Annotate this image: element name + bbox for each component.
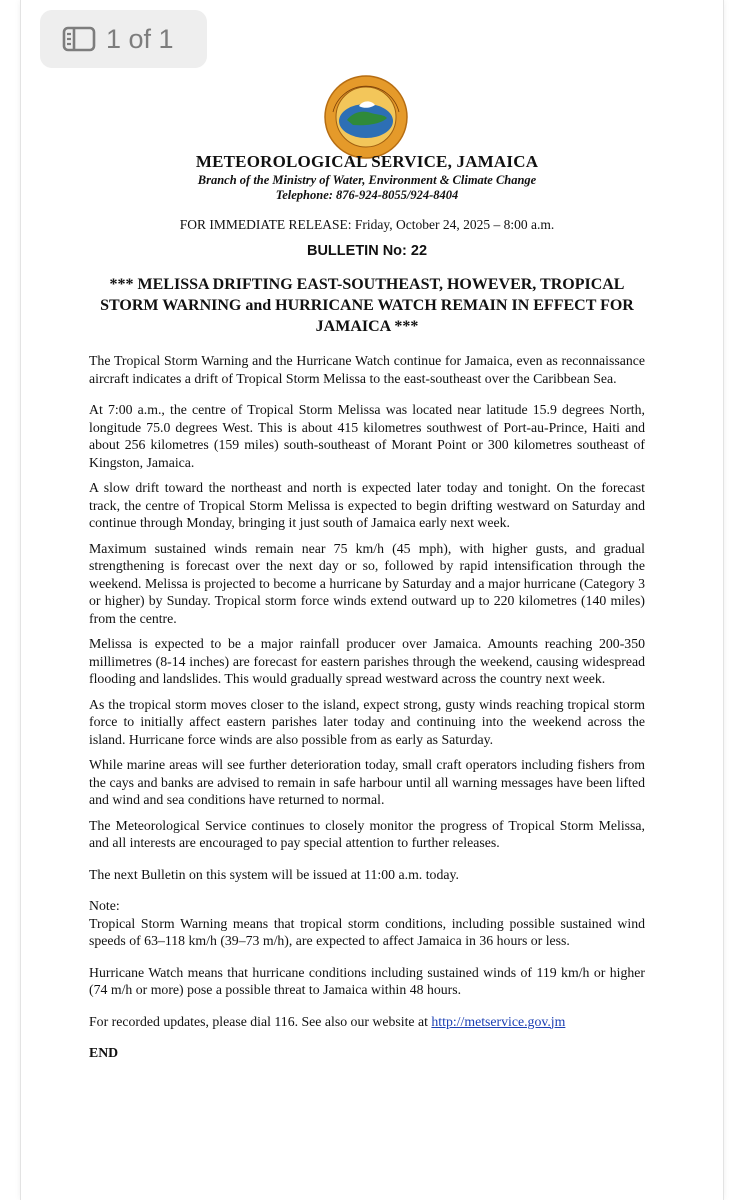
website-link[interactable]: http://metservice.gov.jm bbox=[431, 1013, 566, 1029]
paragraph: The Tropical Storm Warning and the Hurricane Watch continue for Jamaica, even as reconnaissance aircraft indicates a drift of Tropical Storm Melissa to the east-southeast over the Caribbean Sea. bbox=[89, 353, 645, 386]
note-label: Note: bbox=[89, 898, 120, 913]
met-service-logo bbox=[323, 74, 409, 160]
paragraph: At 7:00 a.m., the centre of Tropical Storm Melissa was located near latitude 15.9 degrees North, longitude 75.0 degrees West. This is about 415 kilometres southwest of Port-au-Prince, Haiti and about 256 kilometres (159 miles) south-southeast of Morant Point or 300 kilometres southeast of Kingston, Jamaica. bbox=[89, 402, 645, 470]
end-marker: END bbox=[89, 1045, 119, 1060]
branch-line: Branch of the Ministry of Water, Environment & Climate Change bbox=[197, 173, 537, 187]
note-tsw: Tropical Storm Warning means that tropical storm conditions, including possible sustained wind speeds of 63–118 km/h (39–73 m/h), are expected to affect Jamaica in 36 hours or less. bbox=[89, 915, 645, 948]
updates-line bbox=[89, 1013, 645, 1031]
bulletin-headline: *** MELISSA DRIFTING EAST-SOUTHEAST, HOWEVER, TROPICAL STORM WARNING and HURRICANE WATCH REMAIN IN EFFECT FOR JAMAICA *** bbox=[100, 276, 634, 335]
paragraph: The Meteorological Service continues to closely monitor the progress of Tropical Storm Melissa, and all interests are encouraged to pay special attention to further releases. bbox=[89, 817, 645, 850]
updates-text: For recorded updates, please dial 116. See also our website at bbox=[89, 1013, 432, 1029]
page-indicator-text: 1 of 1 bbox=[106, 23, 174, 54]
sidebar-icon[interactable] bbox=[62, 26, 96, 52]
telephone-line: Telephone: 876-924-8055/924-8404 bbox=[275, 188, 459, 202]
note-block bbox=[89, 897, 645, 1030]
paragraph: Melissa is expected to be a major rainfall producer over Jamaica. Amounts reaching 200-350 millimetres (8-14 inches) are forecast for eastern parishes through the weekend, causing widespread flooding and landslides. This would gradually spread westward across the country next week. bbox=[89, 636, 645, 686]
paragraph: While marine areas will see further deterioration today, small craft operators including fishers from the cays and banks are advised to remain in safe harbour until all warning messages have been lifted and wind and sea conditions have returned to normal. bbox=[89, 757, 645, 807]
page-indicator[interactable] bbox=[40, 10, 207, 68]
org-name: METEOROLOGICAL SERVICE, JAMAICA bbox=[195, 152, 539, 171]
release-line: FOR IMMEDIATE RELEASE: Friday, October 24, 2025 – 8:00 a.m. bbox=[179, 217, 555, 232]
bulletin-body bbox=[89, 352, 645, 1062]
note-hw: Hurricane Watch means that hurricane conditions including sustained winds of 119 km/h or higher (74 m/h or more) pose a possible threat to Jamaica within 48 hours. bbox=[89, 964, 645, 997]
paragraph: Maximum sustained winds remain near 75 km/h (45 mph), with higher gusts, and gradual strengthening is forecast over the next day or so, followed by rapid intensification through the weekend. Melissa is projected to become a hurricane by Saturday and a major hurricane (Category 3 or higher) by Sunday. Tropical storm force winds extend outward up to 220 kilometres (140 miles) from the centre. bbox=[89, 540, 645, 626]
paragraph: A slow drift toward the northeast and north is expected later today and tonight. On the forecast track, the centre of Tropical Storm Melissa is expected to begin drifting westward on Saturday and continue through Monday, bringing it just south of Jamaica early next week. bbox=[89, 480, 645, 530]
paragraph: As the tropical storm moves closer to the island, expect strong, gusty winds reaching tropical storm force to initially affect eastern parishes later today and continuing into the weekend across the island. Hurricane force winds are also possible from as early as Saturday. bbox=[89, 696, 645, 747]
paragraph: The next Bulletin on this system will be issued at 11:00 a.m. today. bbox=[89, 866, 459, 882]
bulletin-number: BULLETIN No: 22 bbox=[306, 243, 428, 259]
